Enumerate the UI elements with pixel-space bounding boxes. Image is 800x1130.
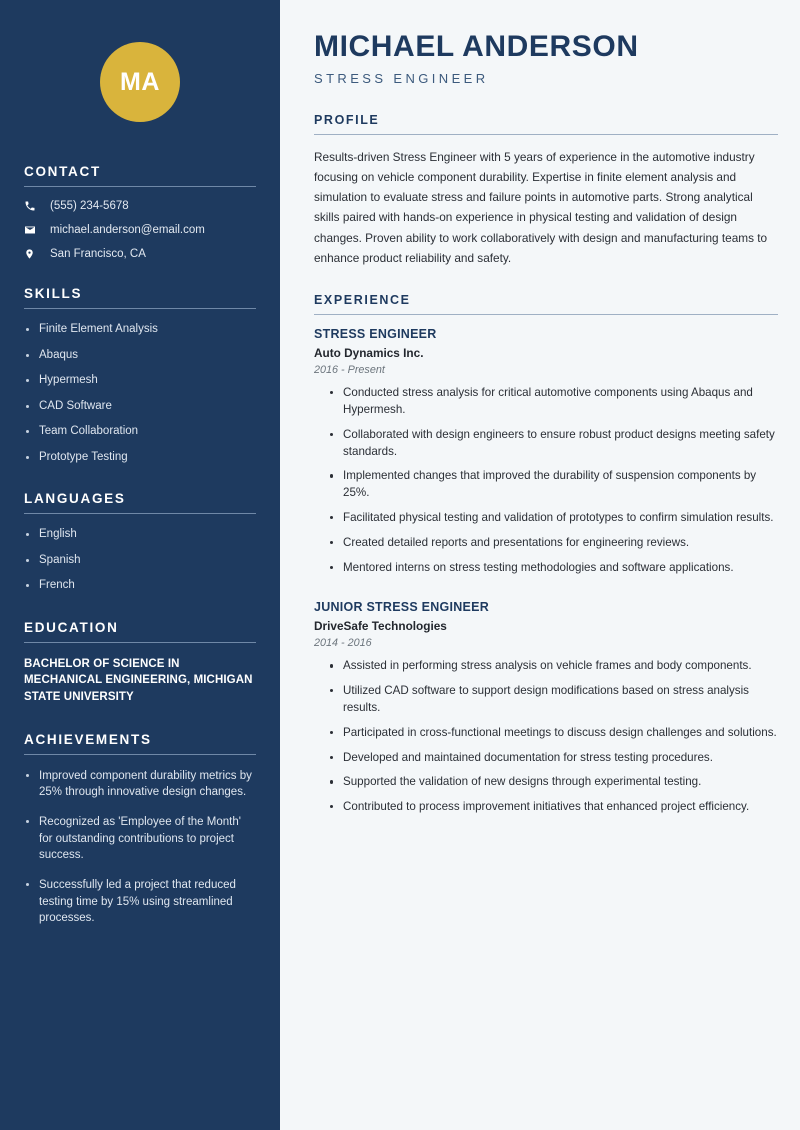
languages-heading: LANGUAGES <box>24 491 126 507</box>
experience-entry <box>314 327 778 576</box>
education-heading: EDUCATION <box>24 619 119 635</box>
list-item: Prototype Testing <box>24 450 256 466</box>
languages-divider <box>24 513 256 514</box>
list-item: Collaborated with design engineers to ensure robust product designs meeting safety standards. <box>328 427 778 461</box>
education-divider <box>24 642 256 643</box>
list-item: Recognized as 'Employee of the Month' for outstanding contributions to project success. <box>24 814 256 864</box>
list-item: Contributed to process improvement initiatives that enhanced project efficiency. <box>328 799 778 816</box>
envelope-icon <box>24 224 44 236</box>
map-pin-icon <box>24 248 44 260</box>
contact-section <box>24 164 256 260</box>
profile-heading: PROFILE <box>314 112 380 127</box>
job-bullet-list <box>314 385 778 576</box>
list-item: Assisted in performing stress analysis on vehicle frames and body components. <box>328 658 778 675</box>
contact-location-value: San Francisco, CA <box>50 248 146 260</box>
list-item: Improved component durability metrics by 25% through innovative design changes. <box>24 768 256 801</box>
education-section <box>24 620 256 706</box>
main-content <box>280 0 800 1130</box>
skills-divider <box>24 308 256 309</box>
profile-section <box>314 113 778 269</box>
list-item: CAD Software <box>24 399 256 415</box>
page-title: MICHAEL ANDERSON <box>314 30 639 63</box>
achievements-list <box>24 768 256 927</box>
list-item: Spanish <box>24 553 256 569</box>
achievements-section <box>24 732 256 927</box>
profile-text: Results-driven Stress Engineer with 5 years of experience in the automotive industry focusing on vehicle component durability. Expertise in finite element analysis and simulation to evaluate stress and failure points in automotive parts. Strong analytical skills paired with hands-on experience in physical testing and validation of design changes. Proven ability to work collaboratively with design and manufacturing teams to enhance product reliability and safety. <box>314 149 768 265</box>
contact-item-email <box>24 224 256 236</box>
job-title: JUNIOR STRESS ENGINEER <box>314 600 489 615</box>
list-item: French <box>24 578 256 594</box>
contact-item-location <box>24 248 256 260</box>
list-item: Abaqus <box>24 348 256 364</box>
list-item: Created detailed reports and presentations for engineering reviews. <box>328 535 778 552</box>
list-item: English <box>24 527 256 543</box>
job-dates: 2014 - 2016 <box>314 637 372 650</box>
experience-entry <box>314 600 778 816</box>
contact-divider <box>24 186 256 187</box>
phone-icon <box>24 200 44 212</box>
contact-phone-value: (555) 234-5678 <box>50 200 129 212</box>
skills-section <box>24 286 256 465</box>
list-item: Team Collaboration <box>24 424 256 440</box>
experience-divider <box>314 314 778 315</box>
list-item: Developed and maintained documentation for stress testing procedures. <box>328 750 778 767</box>
languages-section <box>24 491 256 594</box>
experience-spacer <box>314 592 778 600</box>
job-dates: 2016 - Present <box>314 364 385 377</box>
list-item: Facilitated physical testing and validation of prototypes to confirm simulation results. <box>328 510 778 527</box>
contact-item-phone <box>24 200 256 212</box>
list-item: Utilized CAD software to support design modifications based on stress analysis results. <box>328 683 778 717</box>
list-item: Conducted stress analysis for critical automotive components using Abaqus and Hypermesh. <box>328 385 778 419</box>
list-item: Finite Element Analysis <box>24 322 256 338</box>
job-role-subtitle: STRESS ENGINEER <box>314 70 489 86</box>
avatar: MA <box>100 42 180 122</box>
achievements-divider <box>24 754 256 755</box>
list-item: Participated in cross-functional meetings to discuss design challenges and solutions. <box>328 725 778 742</box>
list-item: Supported the validation of new designs through experimental testing. <box>328 774 778 791</box>
experience-heading: EXPERIENCE <box>314 293 411 308</box>
languages-list <box>24 527 256 594</box>
job-company: DriveSafe Technologies <box>314 619 447 634</box>
profile-divider <box>314 134 778 135</box>
list-item: Successfully led a project that reduced testing time by 15% using streamlined processes. <box>24 877 256 927</box>
experience-section <box>314 293 778 816</box>
job-title: STRESS ENGINEER <box>314 327 437 342</box>
skills-list <box>24 322 256 465</box>
job-company: Auto Dynamics Inc. <box>314 346 424 361</box>
sidebar <box>0 0 280 1130</box>
contact-email-value: michael.anderson@email.com <box>50 224 205 236</box>
list-item: Mentored interns on stress testing methodologies and software applications. <box>328 560 778 577</box>
achievements-heading: ACHIEVEMENTS <box>24 731 152 747</box>
list-item: Implemented changes that improved the durability of suspension components by 25%. <box>328 468 778 502</box>
list-item: Hypermesh <box>24 373 256 389</box>
job-bullet-list <box>314 658 778 816</box>
avatar-container <box>24 0 256 164</box>
contact-heading: CONTACT <box>24 164 101 179</box>
education-entry: BACHELOR OF SCIENCE IN MECHANICAL ENGINEERING, MICHIGAN STATE UNIVERSITY <box>24 657 253 703</box>
skills-heading: SKILLS <box>24 286 83 301</box>
